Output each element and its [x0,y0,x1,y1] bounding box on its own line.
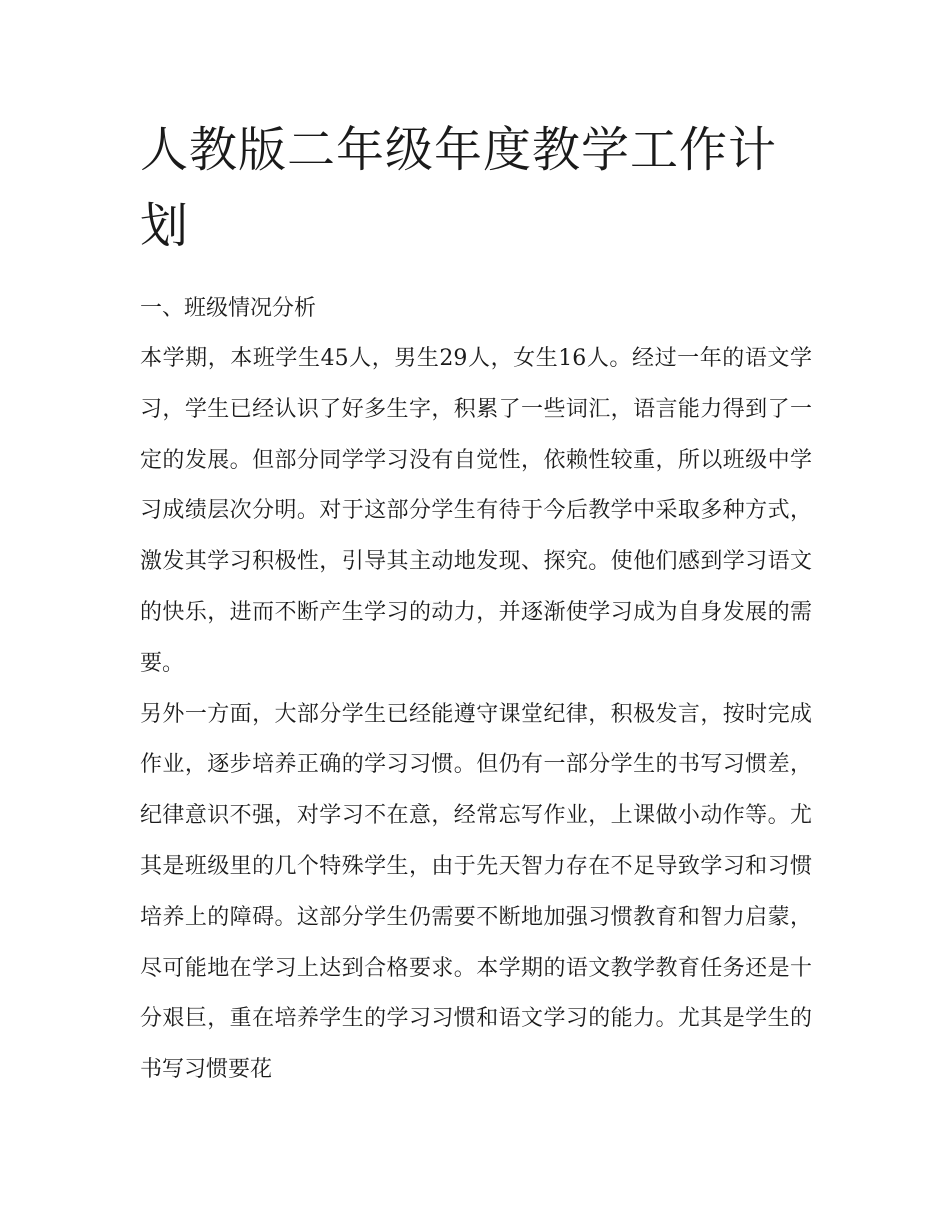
document-body [140,112,812,1096]
section-heading: 一、班级情况分析 [140,296,317,321]
document-title: 人教版二年级年度教学工作计划 [140,122,778,254]
paragraph: 本学期，本班学生45人，男生29人，女生16人。经过一年的语文学习，学生已经认识了好多生字，积累了一些词汇，语言能力得到了一定的发展。但部分同学学习没有自觉性，依赖性较重，所以班级中学习成绩层次分明。对于这部分学生有待于今后教学中采取多种方式，激发其学习积极性，引导其主动地发现、探究。使他们感到学习语文的快乐，进而不断产生学习的动力，并逐渐使学习成为自身发展的需要。 [140,346,812,676]
paragraph: 另外一方面，大部分学生已经能遵守课堂纪律，积极发言，按时完成作业，逐步培养正确的学习习惯。但仍有一部分学生的书写习惯差，纪律意识不强，对学习不在意，经常忘写作业，上课做小动作等。尤其是班级里的几个特殊学生，由于先天智力存在不足导致学习和习惯培养上的障碍。这部分学生仍需要不断地加强习惯教育和智力启蒙，尽可能地在学习上达到合格要求。本学期的语文教学教育任务还是十分艰巨，重在培养学生的学习习惯和语文学习的能力。尤其是学生的书写习惯要花 [140,701,812,1083]
